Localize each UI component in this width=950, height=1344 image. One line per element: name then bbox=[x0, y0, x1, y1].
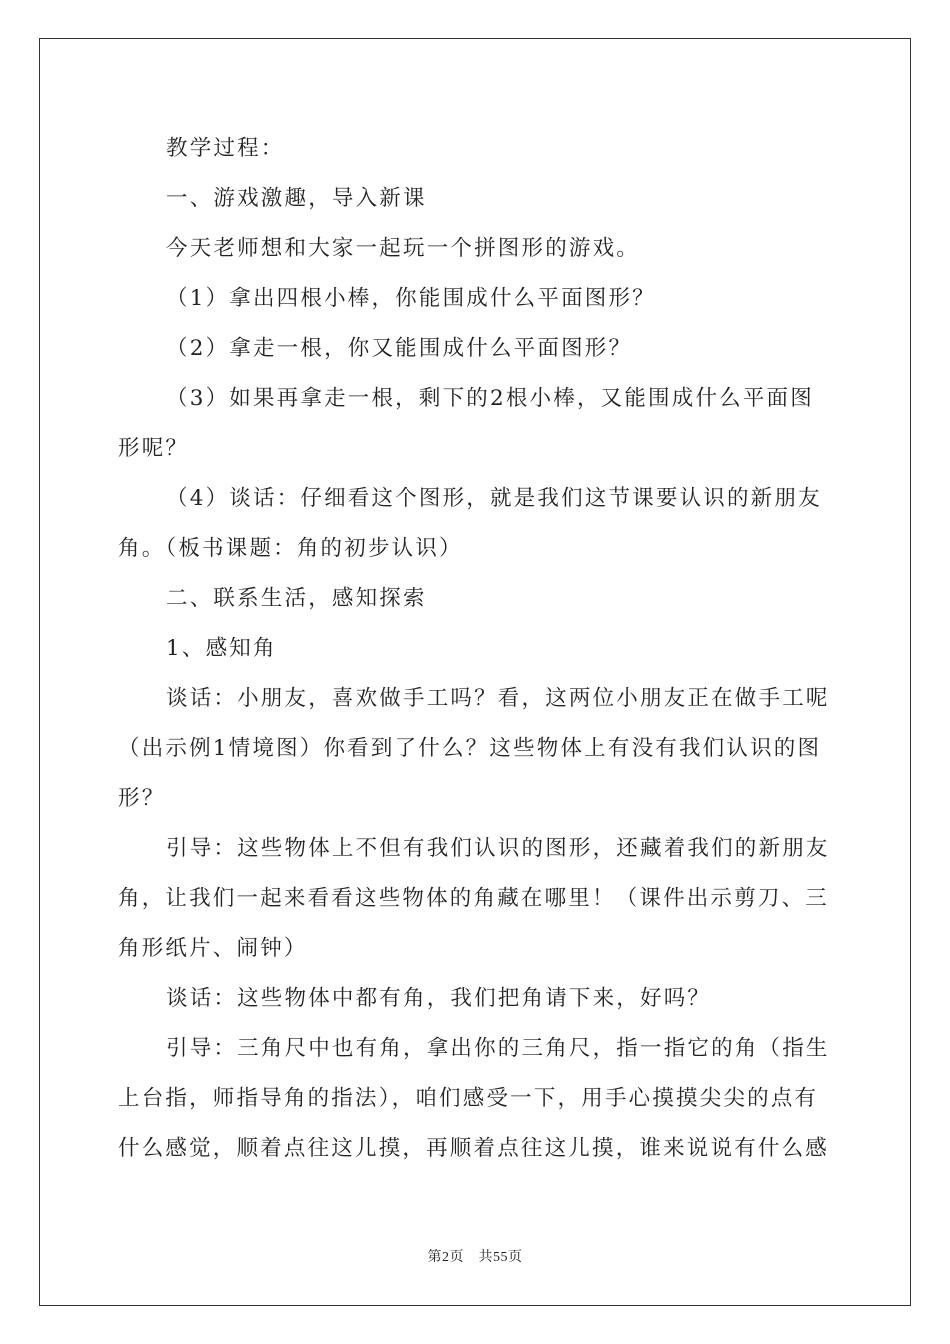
text-line: 角形纸片、闹钟） bbox=[118, 936, 308, 961]
section-heading: 一、游戏激趣，导入新课 bbox=[166, 186, 427, 211]
page-number: 第2页 共55页 bbox=[427, 1250, 523, 1265]
text-line: 谈话：这些物体中都有角，我们把角请下来，好吗？ bbox=[166, 986, 712, 1011]
text-line: 角。（板书课题：角的初步认识） bbox=[118, 536, 463, 561]
text-line: 谈话：小朋友，喜欢做手工吗？看，这两位小朋友正在做手工呢 bbox=[166, 686, 830, 711]
text-line: （4）谈话：仔细看这个图形，就是我们这节课要认识的新朋友 bbox=[166, 486, 822, 511]
text-line: 引导：这些物体上不但有我们认识的图形，还藏着我们的新朋友 bbox=[166, 836, 830, 861]
text-line: 角，让我们一起来看看这些物体的角藏在哪里！（课件出示剪刀、三 bbox=[118, 886, 830, 911]
text-line: 形呢？ bbox=[118, 436, 190, 461]
subsection-heading: 1、感知角 bbox=[166, 636, 277, 661]
page-border bbox=[39, 38, 911, 1306]
text-line: （2）拿走一根，你又能围成什么平面图形？ bbox=[166, 336, 633, 361]
text-line: 上台指，师指导角的指法），咱们感受一下，用手心摸摸尖尖的点有 bbox=[118, 1086, 819, 1111]
text-line: （3）如果再拿走一根，剩下的2根小棒，又能围成什么平面图 bbox=[166, 386, 814, 411]
text-line: 教学过程： bbox=[166, 136, 285, 161]
text-line: 形？ bbox=[118, 786, 166, 811]
text-line: 什么感觉，顺着点往这儿摸，再顺着点往这儿摸，谁来说说有什么感 bbox=[118, 1136, 830, 1161]
section-heading: 二、联系生活，感知探索 bbox=[166, 586, 427, 611]
text-line: （出示例1情境图）你看到了什么？这些物体上有没有我们认识的图 bbox=[118, 736, 822, 761]
text-line: 今天老师想和大家一起玩一个拼图形的游戏。 bbox=[166, 236, 641, 261]
text-line: （1）拿出四根小棒，你能围成什么平面图形？ bbox=[166, 286, 656, 311]
text-line: 引导：三角尺中也有角，拿出你的三角尺，指一指它的角（指生 bbox=[166, 1036, 830, 1061]
